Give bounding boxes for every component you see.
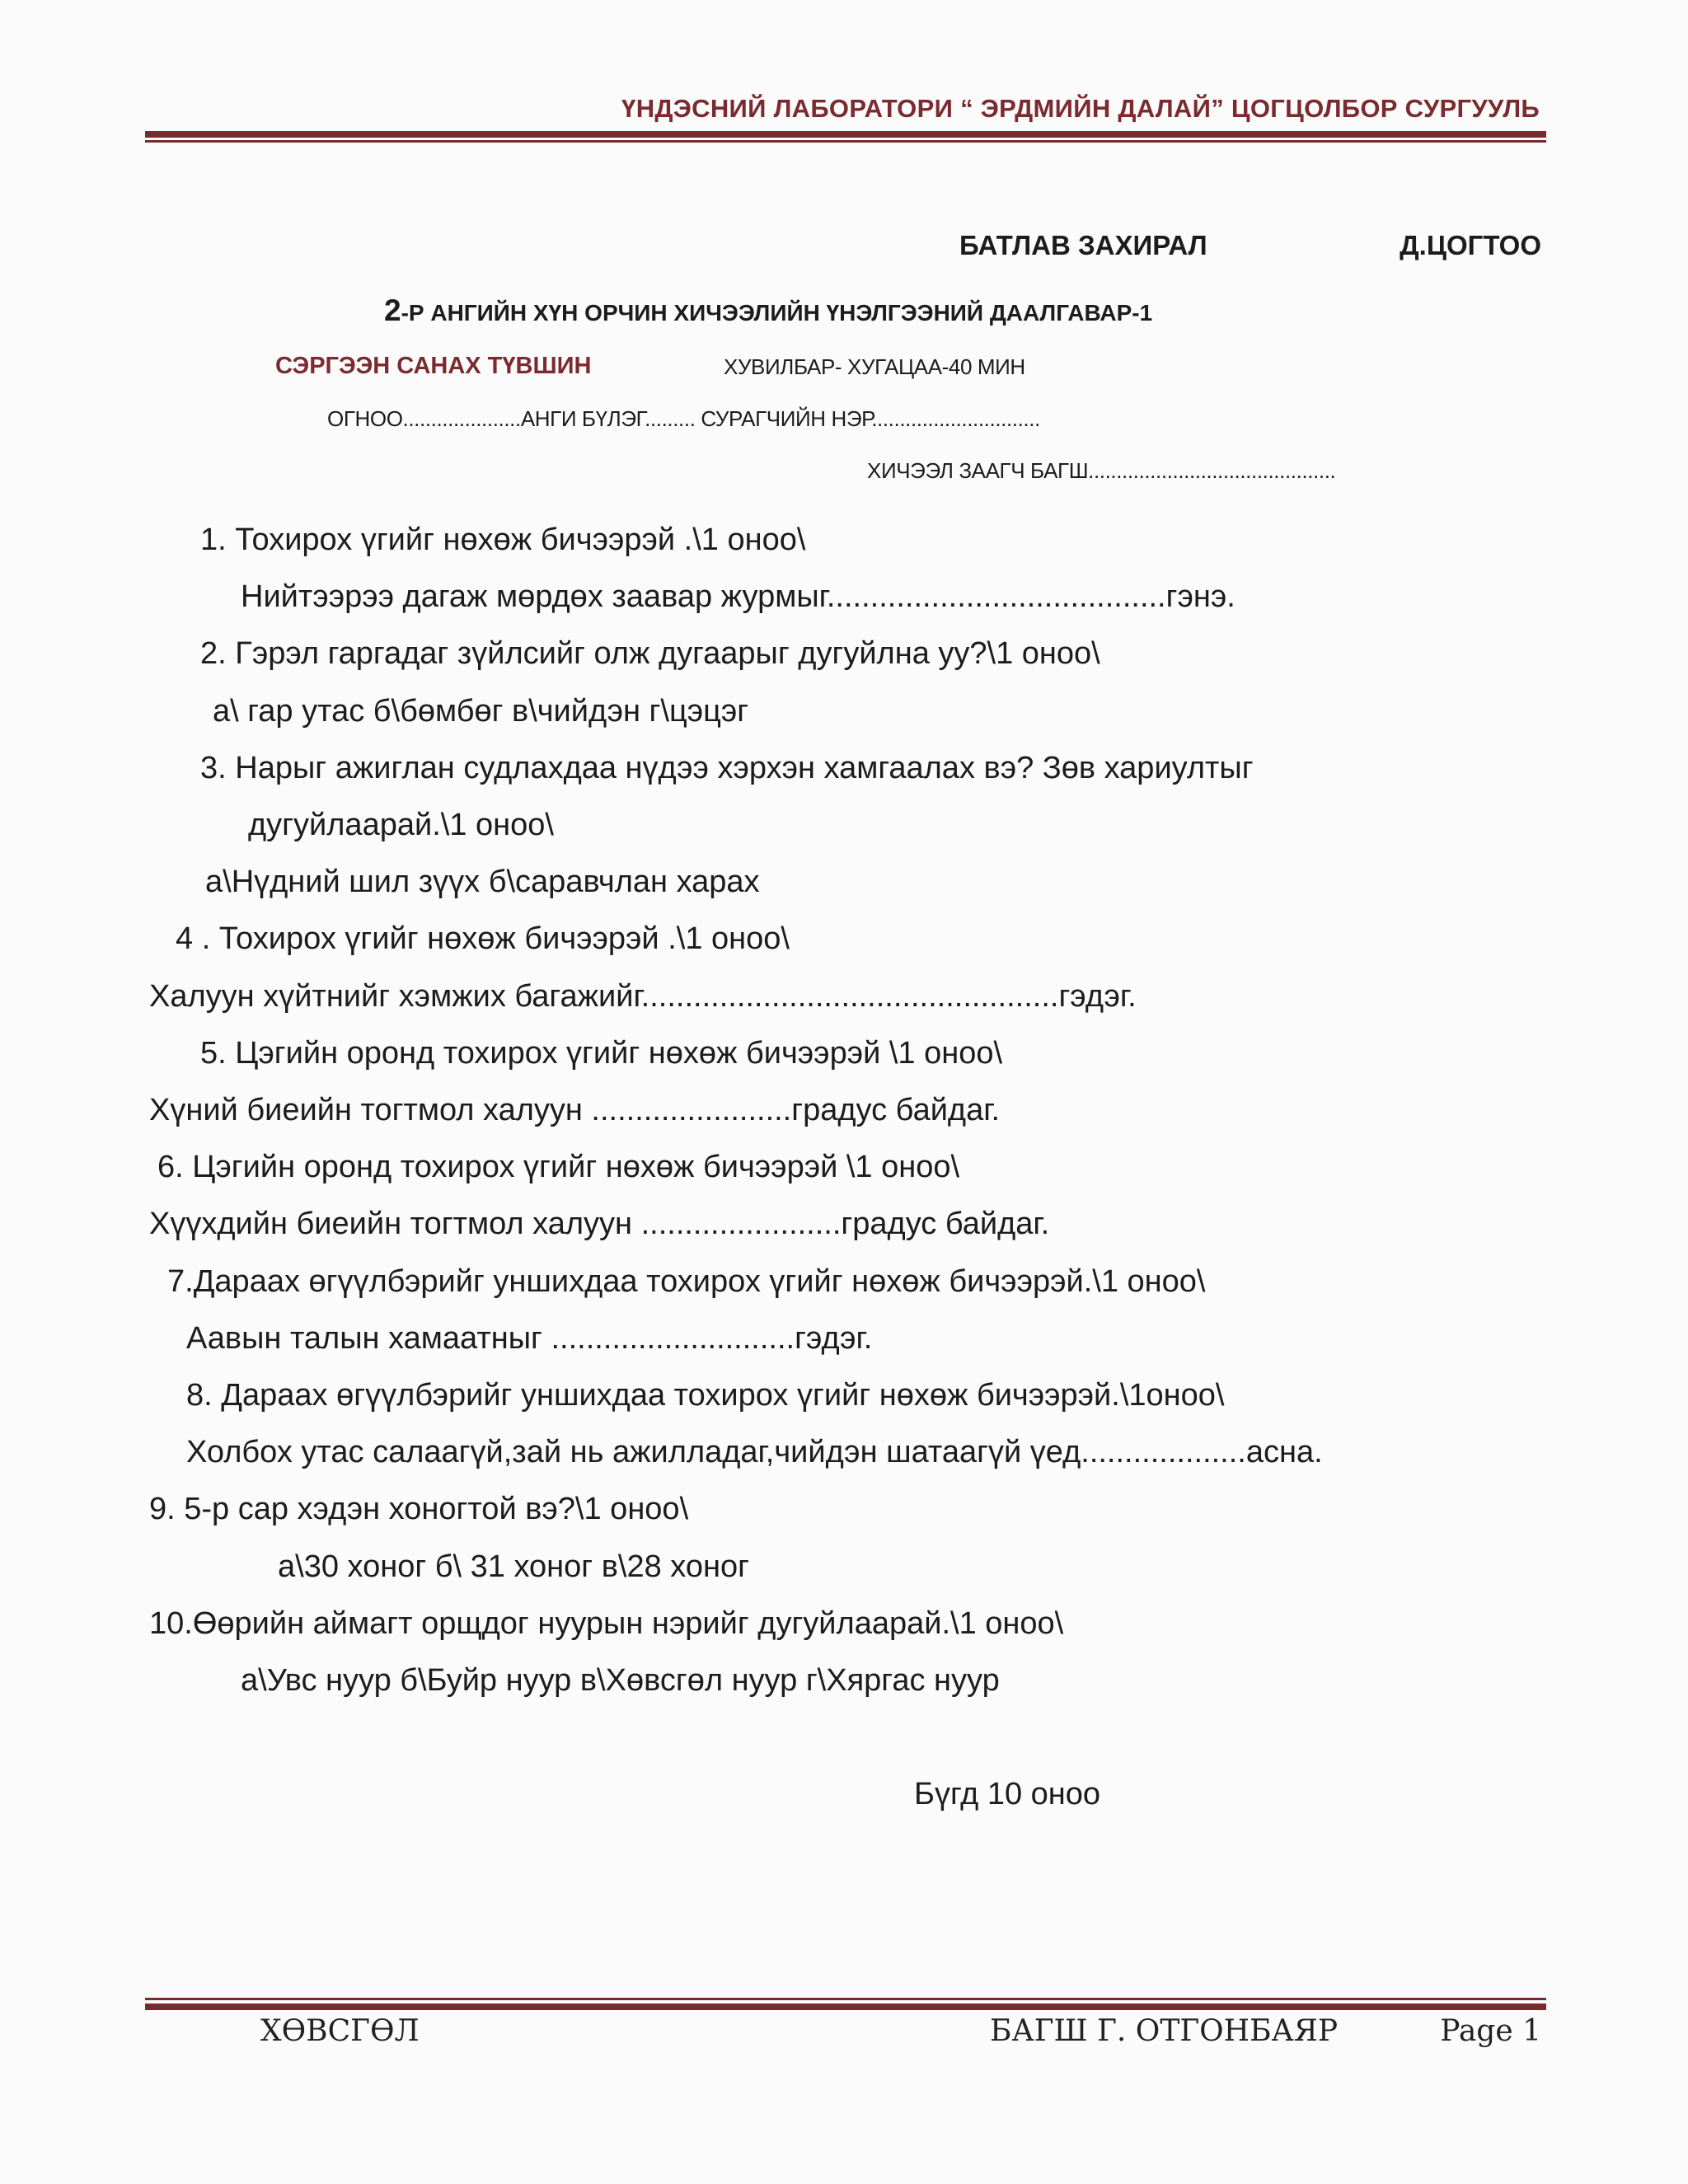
assessment-title xyxy=(384,293,1152,328)
question-5: 5. Цэгийн оронд тохирох үгийг нөхөж бичээрэй \1 оноо\ xyxy=(200,1036,1003,1071)
question-6-text: Хүүхдийн биеийн тогтмол халуун .......................градус байдаг. xyxy=(149,1207,1050,1241)
question-1-text: Нийтээрээ дагаж мөрдөх заавар журмыг.......................................гэнэ. xyxy=(241,579,1236,614)
title-text: -Р АНГИЙН ХҮН ОРЧИН ХИЧЭЭЛИЙН ҮНЭЛГЭЭНИЙ ДААЛГАВАР-1 xyxy=(401,300,1153,326)
footer-teacher: БАГШ Г. ОТГОНБАЯР xyxy=(990,2014,1339,2048)
question-3: 3. Нарыг ажиглан судлахдаа нүдээ хэрхэн хамгаалах вэ? Зөв хариултыг xyxy=(200,751,1254,785)
question-10: 10.Өөрийн аймагт орщдог нуурын нэрийг дугуйлаарай.\1 оноо\ xyxy=(149,1606,1064,1641)
question-1: 1. Тохирох үгийг нөхөж бичээрэй .\1 оноо\ xyxy=(200,523,806,557)
question-9-options: а\30 хоног б\ 31 хоног в\28 хоног xyxy=(278,1549,749,1584)
question-8: 8. Дараах өгүүлбэрийг уншихдаа тохирох үгийг нөхөж бичээрэй.\1оноо\ xyxy=(186,1378,1225,1413)
question-9: 9. 5-р сар хэдэн хоногтой вэ?\1 оноо\ xyxy=(149,1492,689,1526)
question-3-options: а\Нүдний шил зүүх б\саравчлан харах xyxy=(205,865,760,899)
footer-location: ХӨВСГӨЛ xyxy=(260,2014,420,2048)
question-10-options: а\Увс нуур б\Буйр нуур в\Хөвсгөл нуур г\Хяргас нуур xyxy=(241,1663,1000,1698)
total-score: Бүгд 10 оноо xyxy=(914,1777,1101,1811)
variant-time-label: ХУВИЛБАР- ХУГАЦАА-40 МИН xyxy=(724,354,1025,379)
level-label: СЭРГЭЭН САНАХ ТҮВШИН xyxy=(275,353,592,379)
question-3-continued: дугуйлаарай.\1 оноо\ xyxy=(248,808,554,842)
question-7: 7.Дараах өгүүлбэрийг уншихдаа тохирох үгийг нөхөж бичээрэй.\1 оноо\ xyxy=(167,1264,1206,1299)
question-5-text: Хүний биеийн тогтмол халуун .......................градус байдаг. xyxy=(149,1093,1001,1127)
grade-number: 2 xyxy=(384,293,401,327)
header-rule xyxy=(145,131,1546,138)
school-name-header: ҮНДЭСНИЙ ЛАБОРАТОРИ “ ЭРДМИЙН ДАЛАЙ” ЦОГЦОЛБОР СУРГУУЛЬ xyxy=(621,94,1540,123)
director-name: Д.ЦОГТОО xyxy=(1400,230,1541,260)
question-2: 2. Гэрэл гаргадаг зүйлсийг олж дугаарыг дугуйлна уу?\1 оноо\ xyxy=(200,636,1100,671)
question-6: 6. Цэгийн оронд тохирох үгийг нөхөж бичээрэй \1 оноо\ xyxy=(157,1150,960,1184)
question-8-text: Холбох утас салаагүй,зай нь ажилладаг,чийдэн шатаагүй үед...................асна. xyxy=(186,1435,1323,1469)
date-class-name-line: ОГНОО.....................АНГИ БҮЛЭГ......... СУРАГЧИЙН НЭР.............................. xyxy=(327,406,1040,431)
question-7-text: Аавын талын хамаатныг ............................гэдэг. xyxy=(186,1321,873,1356)
question-2-options: а\ гар утас б\бөмбөг в\чийдэн г\цэцэг xyxy=(213,694,749,729)
footer-rule-thin xyxy=(145,1998,1546,2000)
approval-label: БАТЛАВ ЗАХИРАЛ xyxy=(959,230,1207,260)
header-rule-thin xyxy=(145,140,1546,143)
question-4-text: Халуун хүйтнийг хэмжих багажийг................................................гэдэг. xyxy=(149,979,1137,1014)
footer-rule xyxy=(145,2004,1546,2010)
question-4: 4 . Тохирох үгийг нөхөж бичээрэй .\1 оноо\ xyxy=(176,921,790,956)
page-number: Page 1 xyxy=(1440,2014,1541,2048)
teacher-line: ХИЧЭЭЛ ЗААГЧ БАГШ............................................ xyxy=(867,458,1336,483)
